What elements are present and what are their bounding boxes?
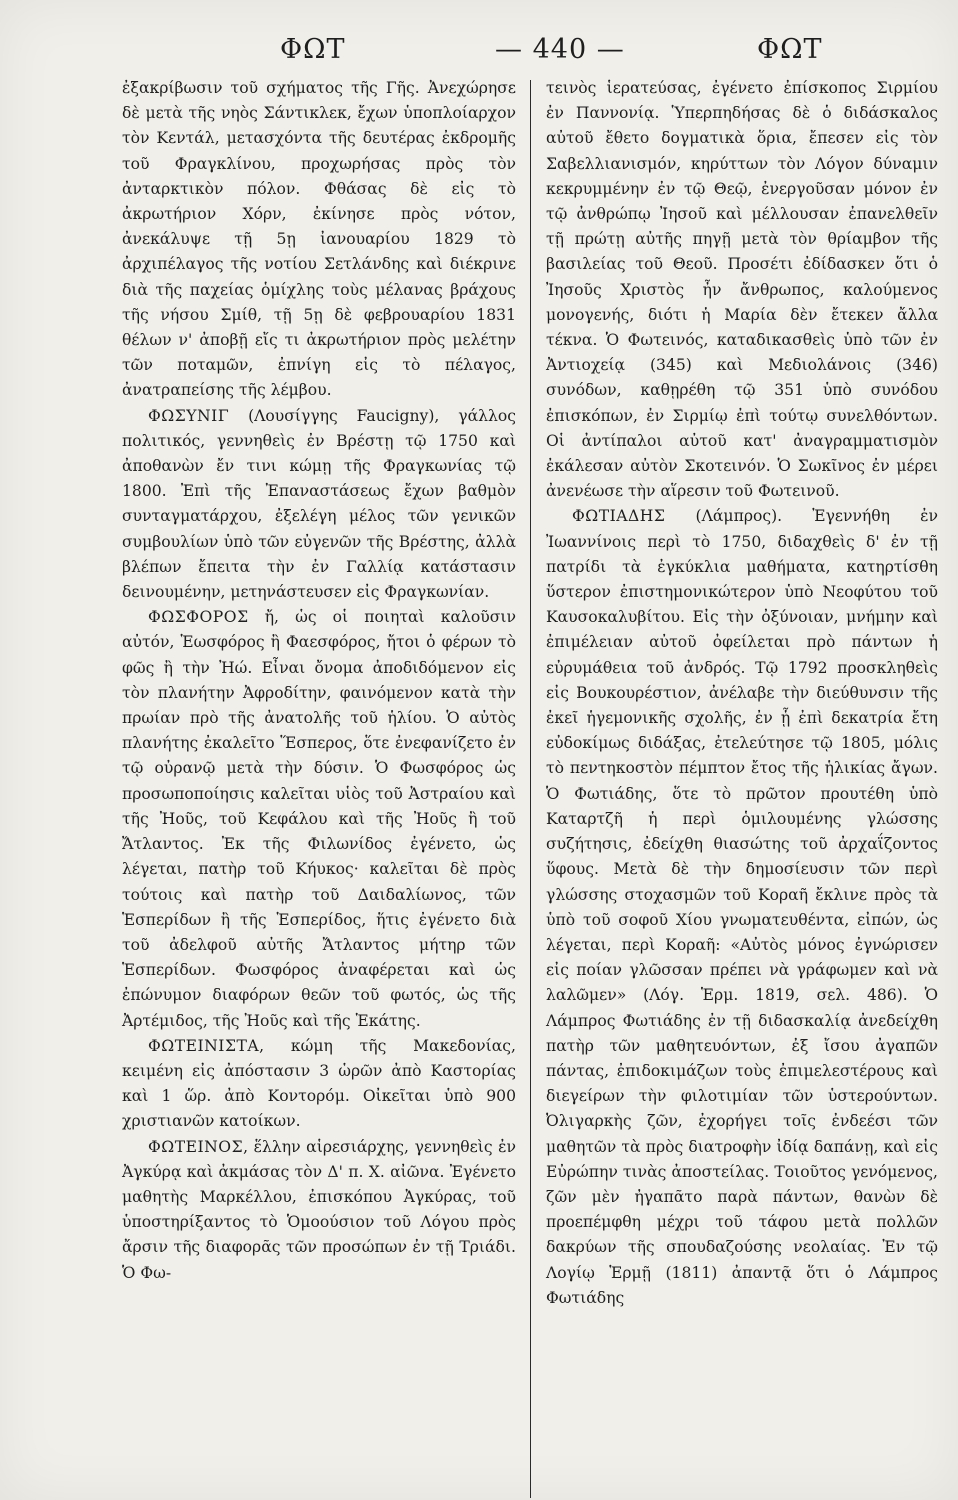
running-header [0, 34, 958, 74]
entry-headword: ΦΩΣΥΝΙΓ [148, 406, 230, 425]
entry-foteinos [122, 1135, 516, 1286]
entry-fosynig [122, 404, 516, 606]
entry-continuation [546, 76, 938, 504]
entry-text: ἤ, ὡς οἱ ποιηταὶ καλοῦσιν αὐτόν, Ἑωσφόρος ἢ Φαεσφόρος, ἤτοι ὁ φέρων τὸ φῶς ἢ τὴν Ἠώ. Εἶναι ὄνομα ἀποδιδόμενον εἰς τὸν πλανήτην Ἀφροδίτην, φαινόμενον κατὰ τὴν πρωίαν πρὸ τῆς ἀνατολῆς τοῦ ἡλίου. Ὁ αὐτὸς πλανήτης ἐκαλεῖτο Ἕσπερος, ὅτε ἐνεφανίζετο ἐν τῷ οὐρανῷ μετὰ τὴν δύσιν. Ὁ Φωσφόρος ὡς προσωποποίησις καλεῖται υἱὸς τοῦ Ἀστραίου καὶ τῆς Ἠοῦς, τοῦ Κεφάλου καὶ τῆς Ἠοῦς ἢ τοῦ Ἄτλαντος. Ἐκ τῆς Φιλωνίδος ἐγένετο, ὡς λέγεται, πατὴρ τοῦ Κήυκος· καλεῖται δὲ πρὸς τούτοις καὶ πατὴρ τοῦ Δαιδαλίωνος, τῶν Ἑσπερίδων ἢ τῆς Ἑσπερίδος, ἥτις ἐγένετο διὰ τοῦ ἀδελφοῦ αὐτῆς Ἄτλαντος μήτηρ τῶν Ἑσπερίδων. Φωσφόρος ἀναφέρεται καὶ ὡς ἐπώνυμον διαφόρων θεῶν τοῦ φωτός, ὡς τῆς Ἀρτέμιδος, τῆς Ἠοῦς καὶ τῆς Ἑκάτης. [122, 608, 516, 1030]
entry-text: ἐξακρίβωσιν τοῦ σχήματος τῆς Γῆς. Ἀνεχώρησε δὲ μετὰ τῆς νηὸς Σάντικλεκ, ἔχων ὑποπλοίαρχον τὸν Κεντάλ, μετασχόντα τῆς δευτέρας ἐκδρομῆς τοῦ Φραγκλίνου, προχωρήσας πρὸς τὸν ἀνταρκτικὸν πόλον. Φθάσας δὲ εἰς τὸ ἀκρωτήριον Χόρν, ἐκίνησε πρὸς νότον, ἀνεκάλυψε τῇ 5ῃ ἰανουαρίου 1829 τὸ ἀρχιπέλαγος τῆς νοτίου Σετλάνδης καὶ διέκρινε διὰ τῆς παχείας ὁμίχλης τοὺς μέλανας βράχους τῆς νήσου Σμίθ, τῇ 5ῃ δὲ φεβρουαρίου 1831 θέλων ν' ἀποβῇ εἴς τι ἀκρωτήριον πρὸς μελέτην τῶν ποταμῶν, ἐπνίγη εἰς τὸ πέλαγος, ἀνατραπείσης τῆς λέμβου. [122, 79, 516, 400]
entry-fotiadis [546, 504, 938, 1311]
entry-headword: ΦΩΤΕΙΝΙΣΤΑ [148, 1036, 260, 1055]
entry-foteinista [122, 1034, 516, 1135]
header-left-word: ΦΩΤ [280, 34, 346, 65]
entry-headword: ΦΩΤΙΑΔΗΣ [572, 507, 666, 526]
page-number: — 440 — [495, 34, 625, 65]
entry-fosforos [122, 605, 516, 1033]
column-divider [530, 80, 531, 1498]
entry-headword: ΦΩΣΦΟΡΟΣ [148, 608, 249, 627]
entry-text: (Λουσίγγης Faucigny), γάλλος πολιτικός, γεννηθεὶς ἐν Βρέστῃ τῷ 1750 καὶ ἀποθανὼν ἔν τινι κώμῃ τῆς Φραγκωνίας τῷ 1800. Ἐπὶ τῆς Ἐπαναστάσεως ἔχων βαθμὸν συνταγματάρχου, ἐξελέγη μέλος τῶν γενικῶν συμβουλίων ὑπὸ τῶν εὐγενῶν τῆς Βρέστης, ἀλλὰ βλέπων ἔπειτα τὴν ἐν Γαλλίᾳ κατάστασιν δεινουμένην, μετηνάστευσεν εἰς Φραγκωνίαν. [122, 406, 516, 602]
header-right-word: ΦΩΤ [757, 34, 823, 65]
right-column [546, 76, 938, 1311]
entry-headword: ΦΩΤΕΙΝΟΣ [148, 1137, 244, 1156]
entry-text: τεινὸς ἱερατεύσας, ἐγένετο ἐπίσκοπος Σιρμίου ἐν Παννονίᾳ. Ὑπερπηδήσας δὲ ὁ διδάσκαλος αὐτοῦ ἔθετο δογματικὰ ὅρια, ἔπεσεν εἰς τὸν Σαβελλιανισμόν, κηρύττων τὸν Λόγον δύναμιν κεκρυμμένην ἐν τῷ Θεῷ, ἐνεργοῦσαν μόνον ἐν τῷ ἀνθρώπῳ Ἰησοῦ καὶ μέλλουσαν ἐπανελθεῖν τῇ πρώτῃ αὐτῆς πηγῇ μετὰ τὸν θρίαμβον τῆς βασιλείας τοῦ Θεοῦ. Προσέτι ἐδίδασκεν ὅτι ὁ Ἰησοῦς Χριστὸς ἦν ἄνθρωπος, καλούμενος μονογενής, διότι ἡ Μαρία δὲν ἔτεκεν ἄλλα τέκνα. Ὁ Φωτεινός, καταδικασθεὶς ὑπὸ τῶν ἐν Ἀντιοχείᾳ (345) καὶ Μεδιολάνοις (346) συνόδων, καθῃρέθη τῷ 351 ὑπὸ συνόδου ἐπισκόπων, ἐν Σιρμίῳ ἐπὶ τούτῳ συνελθόντων. Οἱ ἀντίπαλοι αὐτοῦ κατ' ἀναγραμματισμὸν ἐκάλεσαν αὐτὸν Σκοτεινόν. Ὁ Σωκῖνος ἐν μέρει ἀνενέωσε τὴν αἵρεσιν τοῦ Φωτεινοῦ. [546, 79, 938, 501]
entry-continuation [122, 76, 516, 404]
entry-text: , κώμη τῆς Μακεδονίας, κειμένη εἰς ἀπόστασιν 3 ὡρῶν ἀπὸ Καστορίας καὶ 1 ὥρ. ἀπὸ Κοντορόμ. Οἰκεῖται ὑπὸ 900 χριστιανῶν κατοίκων. [122, 1036, 516, 1131]
entry-text: , ἕλλην αἱρεσιάρχης, γεννηθεὶς ἐν Ἀγκύρᾳ καὶ ἀκμάσας τὸν Δ' π. Χ. αἰῶνα. Ἐγένετο μαθητὴς Μαρκέλλου, ἐπισκόπου Ἀγκύρας, τοῦ ὑποστηρίξαντος τὸ Ὁμοούσιον τοῦ Λόγου πρὸς ἄρσιν τῆς διαφορᾶς τῶν προσώπων ἐν τῇ Τριάδι. Ὁ Φω- [122, 1137, 516, 1282]
left-column [122, 76, 516, 1286]
entry-text: (Λάμπρος). Ἐγεννήθη ἐν Ἰωαννίνοις περὶ τὸ 1750, διδαχθεὶς δ' ἐν τῇ πατρίδι τὰ ἐγκύκλια μαθήματα, κατηρτίσθη ὕστερον ἐπιστημονικώτερον ὑπὸ Νεοφύτου τοῦ Καυσοκαλυβίτου. Εἰς τὴν ὀξύνοιαν, μνήμην καὶ ἐπιμέλειαν αὐτοῦ ὀφείλεται πρὸ πάντων ἡ εὐρυμάθεια τοῦ ἀνδρός. Τῷ 1792 προσκληθεὶς εἰς Βουκουρέστιον, ἀνέλαβε τὴν διεύθυνσιν τῆς ἐκεῖ ἡγεμονικῆς σχολῆς, ἐν ᾗ ἐπὶ δεκατρία ἔτη εὐδοκίμως διδάξας, ἐτελεύτησε τῷ 1805, μόλις τὸ πεντηκοστὸν πέμπτον ἔτος τῆς ἡλικίας ἄγων. Ὁ Φωτιάδης, ὅτε τὸ πρῶτον προυτέθη ὑπὸ Καταρτζῆ ἡ περὶ ὁμιλουμένης γλώσσης συζήτησις, ἐδείχθη θιασώτης τοῦ ἀρχαΐζοντος ὕφους. Μετὰ δὲ τὴν δημοσίευσιν τῶν περὶ γλώσσης στοχασμῶν τοῦ Κοραῆ ἔκλινε πρὸς τὰ ὑπὸ τοῦ σοφοῦ Χίου γνωματευθέντα, εἰπών, ὡς λέγεται, περὶ Κοραῆ: «Αὐτὸς μόνος ἐγνώρισεν εἰς ποίαν γλῶσσαν πρέπει νὰ γράφωμεν καὶ νὰ λαλῶμεν» (Λόγ. Ἑρμ. 1819, σελ. 486). Ὁ Λάμπρος Φωτιάδης ἐν τῇ διδασκαλίᾳ ἀνεδείχθη πατὴρ τῶν μαθητευόντων, ἐξ ἴσου ἀγαπῶν πάντας, ἐπιδοκιμάζων τοὺς ἐπιμελεστέρους καὶ διεγείρων τὴν φιλοτιμίαν τῶν ὑστερούντων. Ὀλιγαρκὴς ζῶν, ἐχορήγει τοῖς ἐνδεέσι τῶν μαθητῶν τὰ πρὸς διατροφὴν ἰδίᾳ δαπάνῃ, καὶ εἰς Εὐρώπην τινὰς ἀποστείλας. Τοιοῦτος γενόμενος, ζῶν μὲν ἠγαπᾶτο παρὰ πάντων, θανὼν δὲ προεπέμφθη μέχρι τοῦ τάφου μετὰ πολλῶν δακρύων τῆς σπουδαζούσης νεολαίας. Ἐν τῷ Λογίῳ Ἑρμῇ (1811) ἀπαντᾷ ὅτι ὁ Λάμπρος Φωτιάδης [546, 507, 938, 1307]
